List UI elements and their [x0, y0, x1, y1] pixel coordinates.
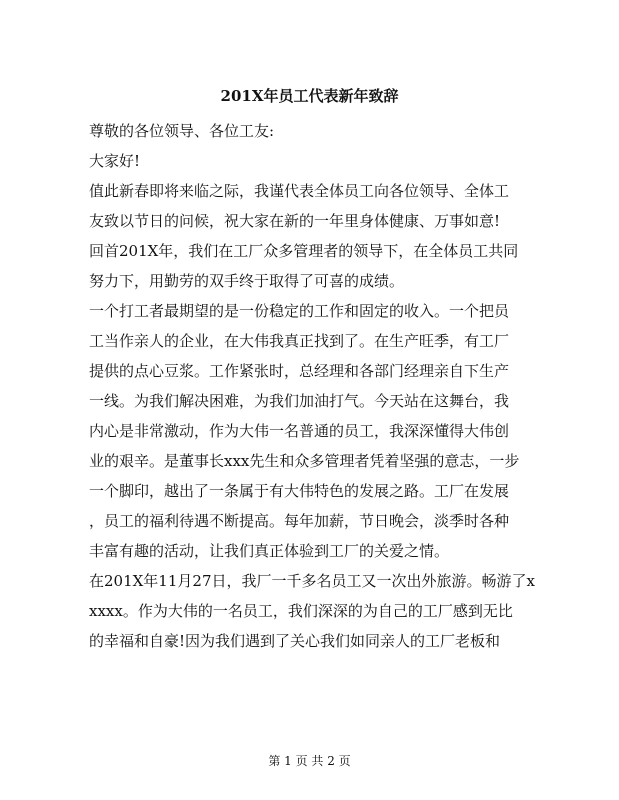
document-body — [89, 116, 535, 656]
page-number-footer: 第 1 页 共 2 页 — [268, 754, 351, 768]
body-line: 努力下，用勤劳的双手终于取得了可喜的成绩。 — [89, 272, 405, 290]
body-line: 回首201X年，我们在工厂众多管理者的领导下，在全体员工共同 — [89, 242, 519, 260]
body-line: 丰富有趣的活动，让我们真正体验到工厂的关爱之情。 — [89, 542, 450, 560]
body-line: 一个打工者最期望的是一份稳定的工作和固定的收入。一个把员 — [89, 302, 510, 320]
body-line: 在201X年11月27日，我厂一千多名员工又一次出外旅游。畅游了x — [89, 572, 535, 590]
body-line: 提供的点心豆浆。工作紧张时，总经理和各部门经理亲自下生产 — [89, 362, 510, 380]
document-title: 201X年员工代表新年致辞 — [220, 87, 399, 105]
body-line: 尊敬的各位领导、各位工友: — [89, 122, 275, 140]
body-line: 大家好! — [89, 152, 141, 170]
body-line: 工当作亲人的企业，在大伟我真正找到了。在生产旺季，有工厂 — [89, 332, 510, 350]
body-line: 一个脚印，越出了一条属于有大伟特色的发展之路。工厂在发展 — [89, 482, 510, 500]
body-line: xxxx。作为大伟的一名员工，我们深深的为自己的工厂感到无比 — [89, 602, 513, 620]
body-line: 值此新春即将来临之际，我谨代表全体员工向各位领导、全体工 — [89, 182, 510, 200]
body-line: ，员工的福利待遇不断提高。每年加薪，节日晚会，淡季时各种 — [89, 512, 510, 530]
body-line: 一线。为我们解决困难，为我们加油打气。今天站在这舞台，我 — [89, 392, 510, 410]
body-line: 友致以节日的问候，祝大家在新的一年里身体健康、万事如意! — [89, 212, 501, 230]
body-line: 内心是非常激动，作为大伟一名普通的员工，我深深懂得大伟创 — [89, 422, 510, 440]
body-line: 业的艰辛。是董事长xxx先生和众多管理者凭着坚强的意志，一步 — [89, 452, 520, 470]
body-line: 的幸福和自豪!因为我们遇到了关心我们如同亲人的工厂老板和 — [89, 632, 501, 650]
